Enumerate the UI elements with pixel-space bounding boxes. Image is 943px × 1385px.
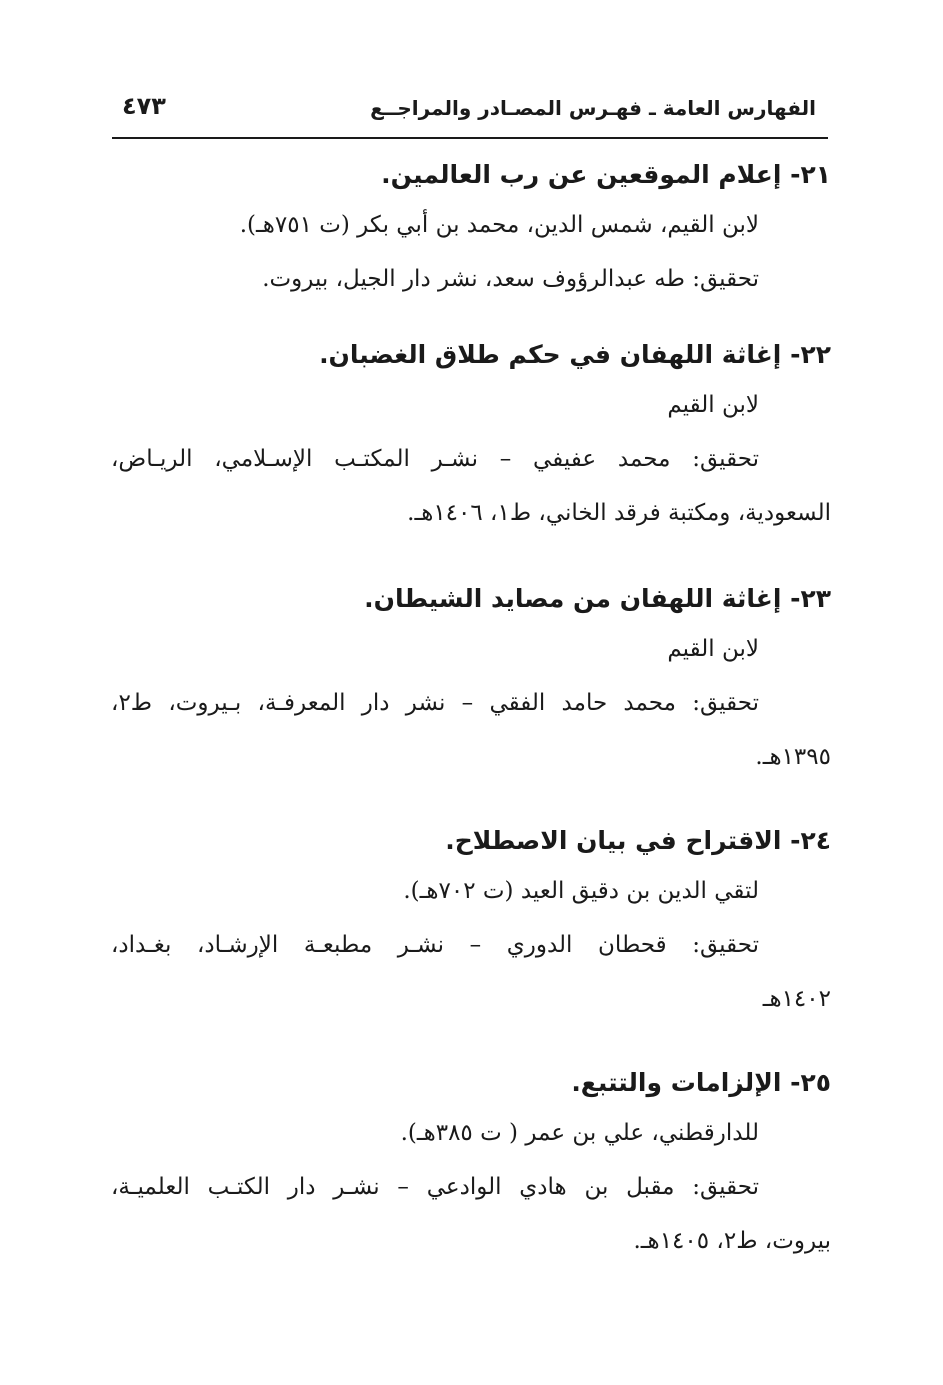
running-title: الفهارس العامة ـ فهـرس المصـادر والمراجــع <box>370 96 816 120</box>
page-number: ٤٧٣ <box>122 92 166 120</box>
entry-publication-continued: ١٤٠٢هـ <box>762 986 831 1012</box>
entry-author: لتقي الدين بن دقيق العيد (ت ٧٠٢هـ). <box>403 878 759 904</box>
entry-title: ٢٣- إغاثة اللهفان من مصايد الشيطان. <box>364 584 831 613</box>
entry-author: لابن القيم <box>667 636 759 662</box>
bibliography-entry-21 <box>111 152 831 306</box>
bibliography-entry-22 <box>111 332 831 540</box>
entry-publication-continued: بيروت، ط٢، ١٤٠٥هـ. <box>633 1228 831 1254</box>
entry-title: ٢٥- الإلزامات والتتبع. <box>571 1068 831 1097</box>
bibliography-entry-24 <box>111 818 831 1026</box>
entry-publication: تحقيق: مقبل بن هادي الوادعي – نشـر دار الكتـب العلميـة، <box>111 1174 759 1200</box>
header-rule <box>112 137 828 139</box>
entry-publication: تحقيق: قحطان الدوري – نشـر مطبعـة الإرشـاد، بغـداد، <box>111 932 759 958</box>
entry-publication-continued: السعودية، ومكتبة فرقد الخاني، ط١، ١٤٠٦هـ. <box>407 500 831 526</box>
entry-author: لابن القيم، شمس الدين، محمد بن أبي بكر (ت ٧٥١هـ). <box>239 212 759 238</box>
page-header <box>112 92 828 132</box>
entry-publication-continued: ١٣٩٥هـ. <box>755 744 831 770</box>
entry-publication: تحقيق: محمد عفيفي – نشـر المكتـب الإسـلامي، الريـاض، <box>111 446 759 472</box>
entry-publication: تحقيق: طه عبدالرؤوف سعد، نشر دار الجيل، بيروت. <box>262 266 759 292</box>
bibliography-entry-23 <box>111 576 831 784</box>
bibliography-entry-25 <box>111 1060 831 1268</box>
entry-publication: تحقيق: محمد حامد الفقي – نشر دار المعرفـة، بـيروت، ط٢، <box>111 690 759 716</box>
entry-title: ٢١- إعلام الموقعين عن رب العالمين. <box>381 160 831 189</box>
entry-author: لابن القيم <box>667 392 759 418</box>
entry-title: ٢٢- إغاثة اللهفان في حكم طلاق الغضبان. <box>319 340 831 369</box>
entry-title: ٢٤- الاقتراح في بيان الاصطلاح. <box>445 826 831 855</box>
entry-author: للدارقطني، علي بن عمر ( ت ٣٨٥هـ). <box>400 1120 759 1146</box>
